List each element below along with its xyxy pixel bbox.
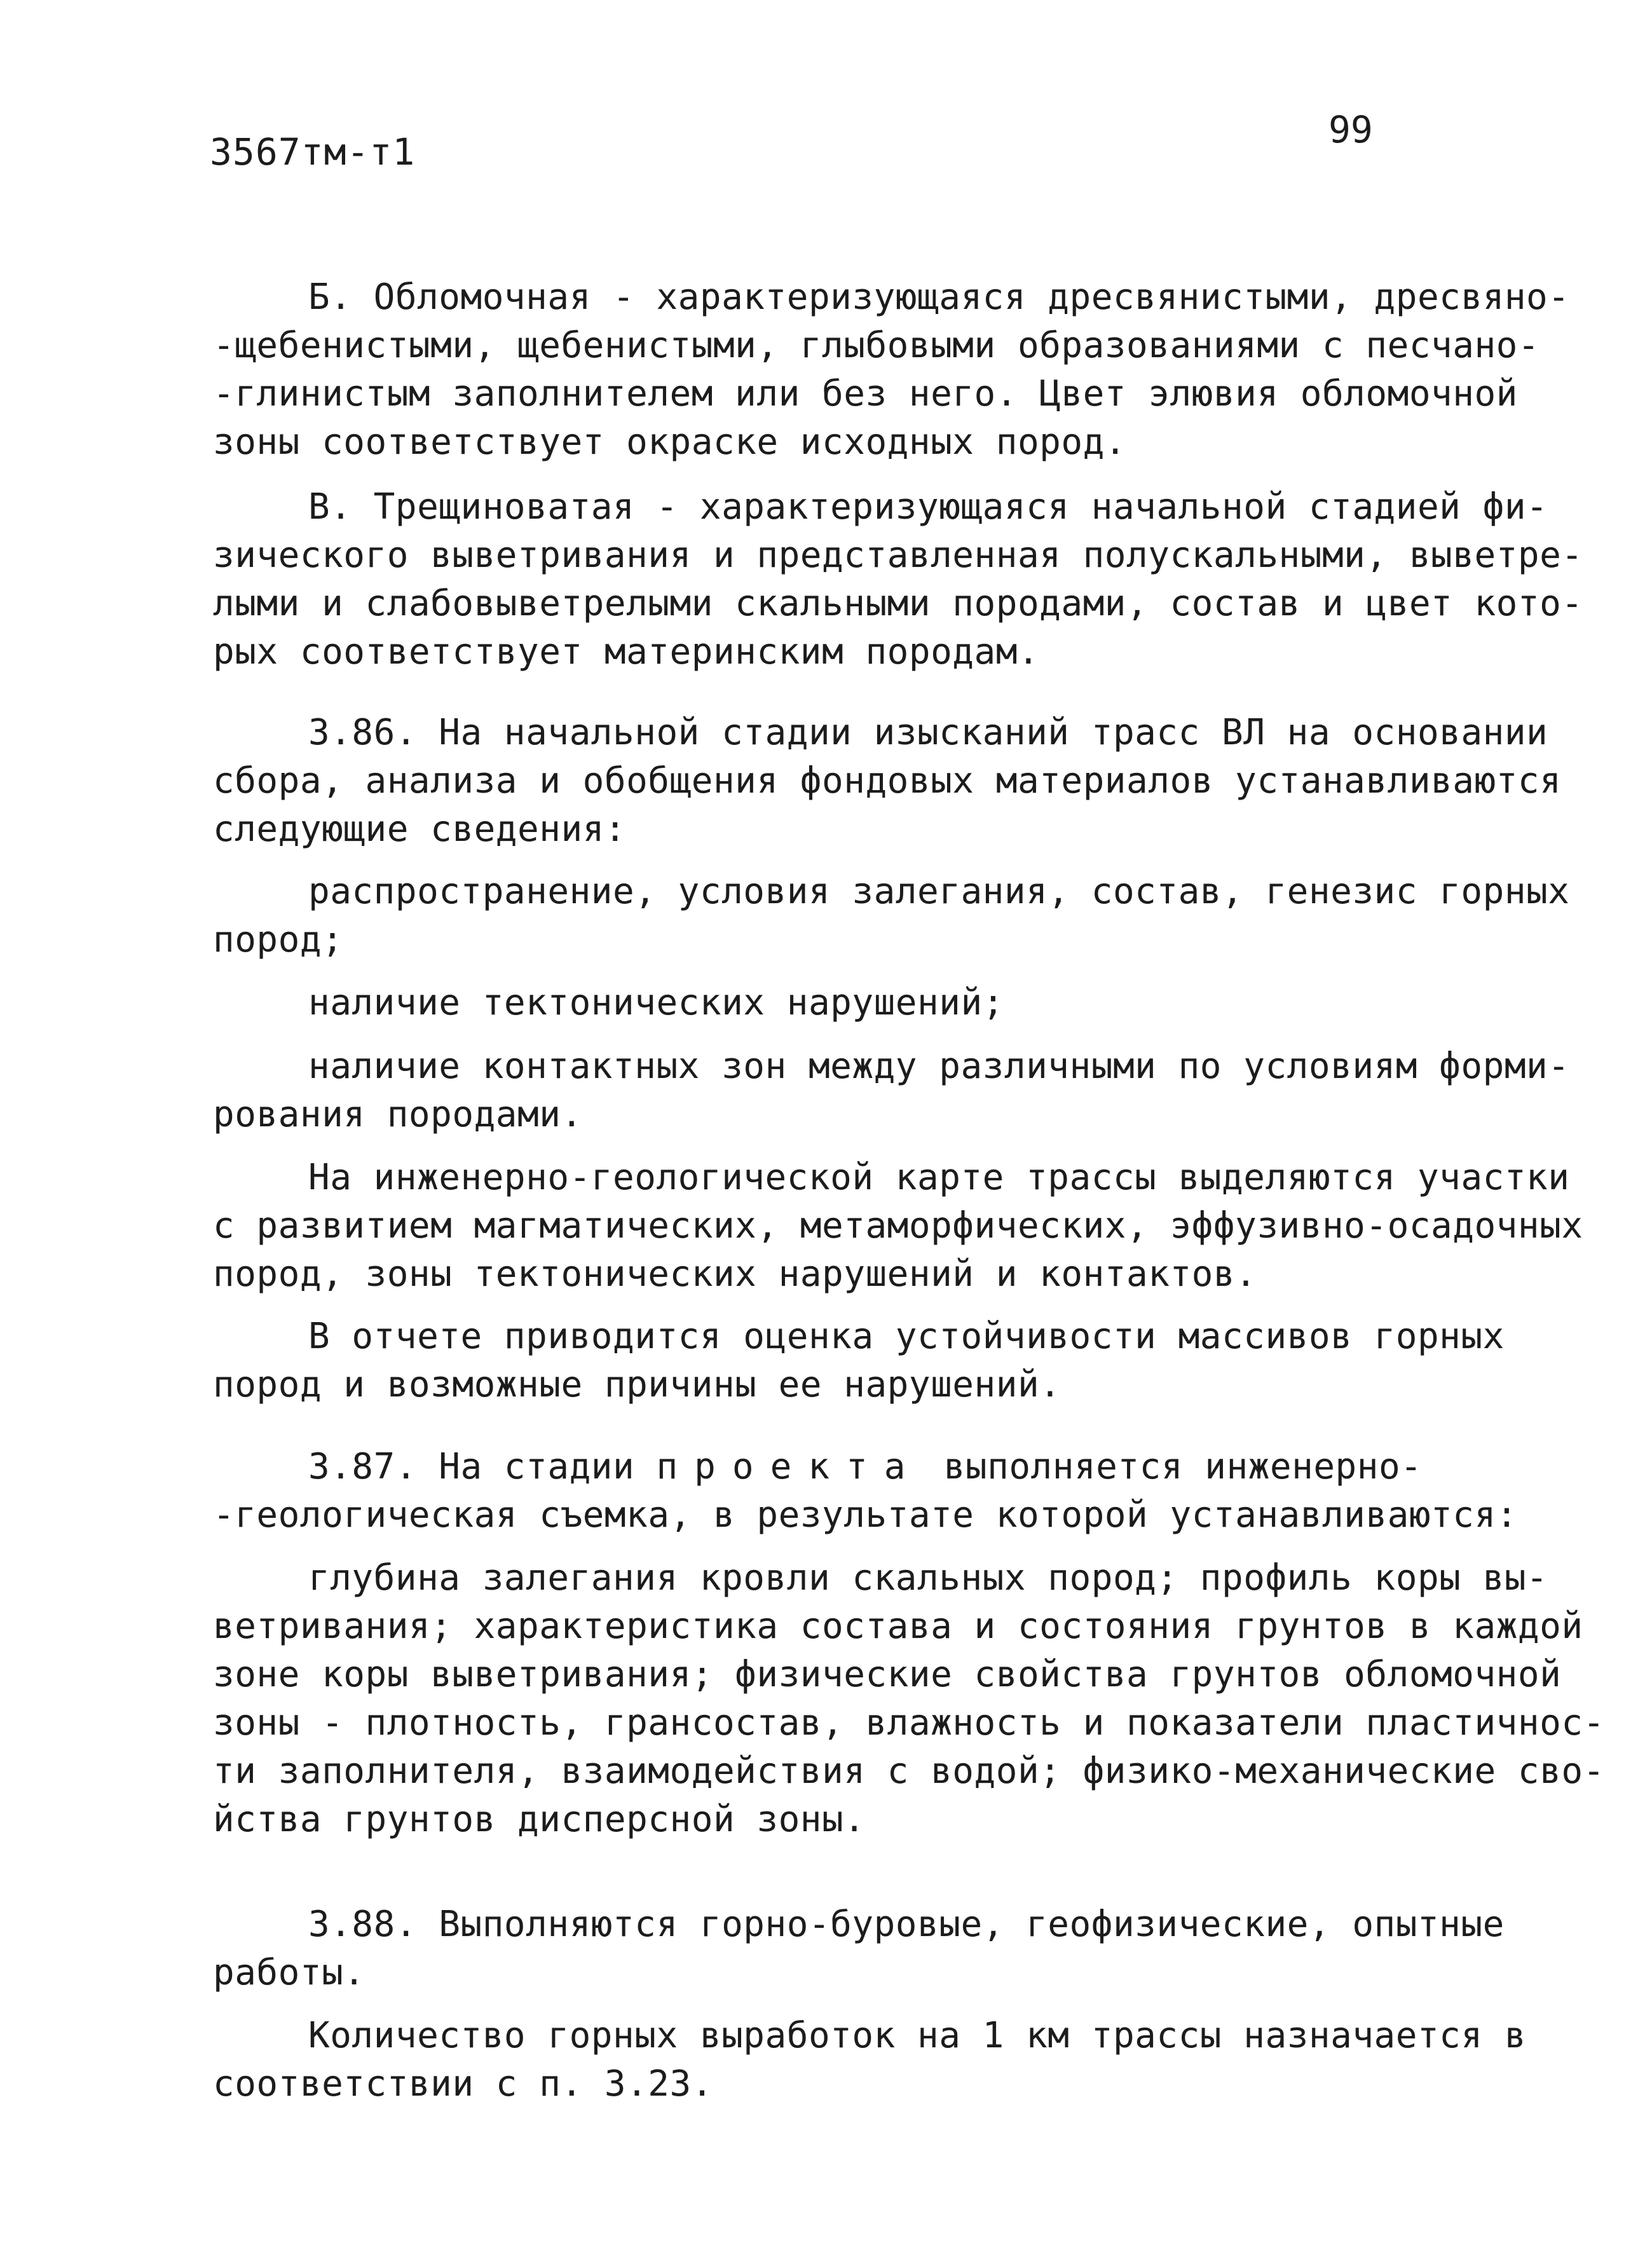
text-line: следующие сведения: [213,809,627,850]
text-line: 3.88. Выполняются горно-буровые, геофизические, опытные [308,1904,1505,1945]
text-line: соответствии с п. 3.23. [213,2063,713,2105]
text-line: -глинистым заполнителем или без него. Цвет элювия обломочной [213,373,1518,414]
text-line: На инженерно-геологической карте трассы выделяются участки [308,1157,1570,1198]
text-line: распространение, условия залегания, состав, генезис горных [308,871,1570,912]
text-line: ветривания; характеристика состава и состояния грунтов в каждой [213,1606,1583,1647]
text-line: зоны соответствует окраске исходных пород. [213,421,1127,463]
text-line: рых соответствует материнским породам. [213,631,1040,672]
text-line: Б. Обломочная - характеризующаяся дресвянистыми, дресвяно- [308,276,1570,318]
text-line: зоны - плотность, грансостав, влажность и показатели пластичнос- [213,1702,1605,1744]
text-line: сбора, анализа и обобщения фондовых материалов устанавливаются [213,760,1562,802]
text-line: -щебенистыми, щебенистыми, глыбовыми образованиями с песчано- [213,325,1540,366]
text-line: зического выветривания и представленная полускальными, выветре- [213,535,1583,576]
emphasized-word: проекта [656,1446,922,1487]
document-code: 3567тм-т1 [210,130,416,174]
text-line: с развитием магматических, метаморфических, эффузивно-осадочных [213,1205,1583,1246]
text-line: пород; [213,919,344,960]
text-segment: 3.87. На стадии [308,1446,657,1487]
text-line: йства грунтов дисперсной зоны. [213,1799,866,1840]
text-line: пород, зоны тектонических нарушений и контактов. [213,1253,1257,1295]
text-line: Количество горных выработок на 1 км трассы назначается в [308,2015,1527,2056]
text-line: зоне коры выветривания; физические свойства грунтов обломочной [213,1654,1562,1695]
text-line: рования породами. [213,1094,583,1135]
text-line: 3.86. На начальной стадии изысканий трасс ВЛ на основании [308,712,1548,753]
text-line: пород и возможные причины ее нарушений. [213,1364,1062,1405]
text-line: глубина залегания кровли скальных пород; профиль коры вы- [308,1557,1548,1599]
text-line: лыми и слабовыветрелыми скальными породами, состав и цвет кото- [213,583,1583,624]
text-line: наличие тектонических нарушений; [308,982,1004,1023]
text-line: работы. [213,1952,365,1993]
text-line: В отчете приводится оценка устойчивости массивов горных [308,1316,1505,1357]
text-line [308,1443,1422,1491]
text-segment: выполняется инженерно- [922,1446,1423,1487]
text-line: -геологическая съемка, в результате которой устанавливаются: [213,1494,1518,1536]
page-number: 99 [1328,108,1373,151]
text-line: ти заполнителя, взаимодействия с водой; физико-механические сво- [213,1750,1605,1792]
text-line: наличие контактных зон между различными по условиям форми- [308,1046,1570,1087]
text-line: В. Трещиноватая - характеризующаяся начальной стадией фи- [308,486,1548,528]
